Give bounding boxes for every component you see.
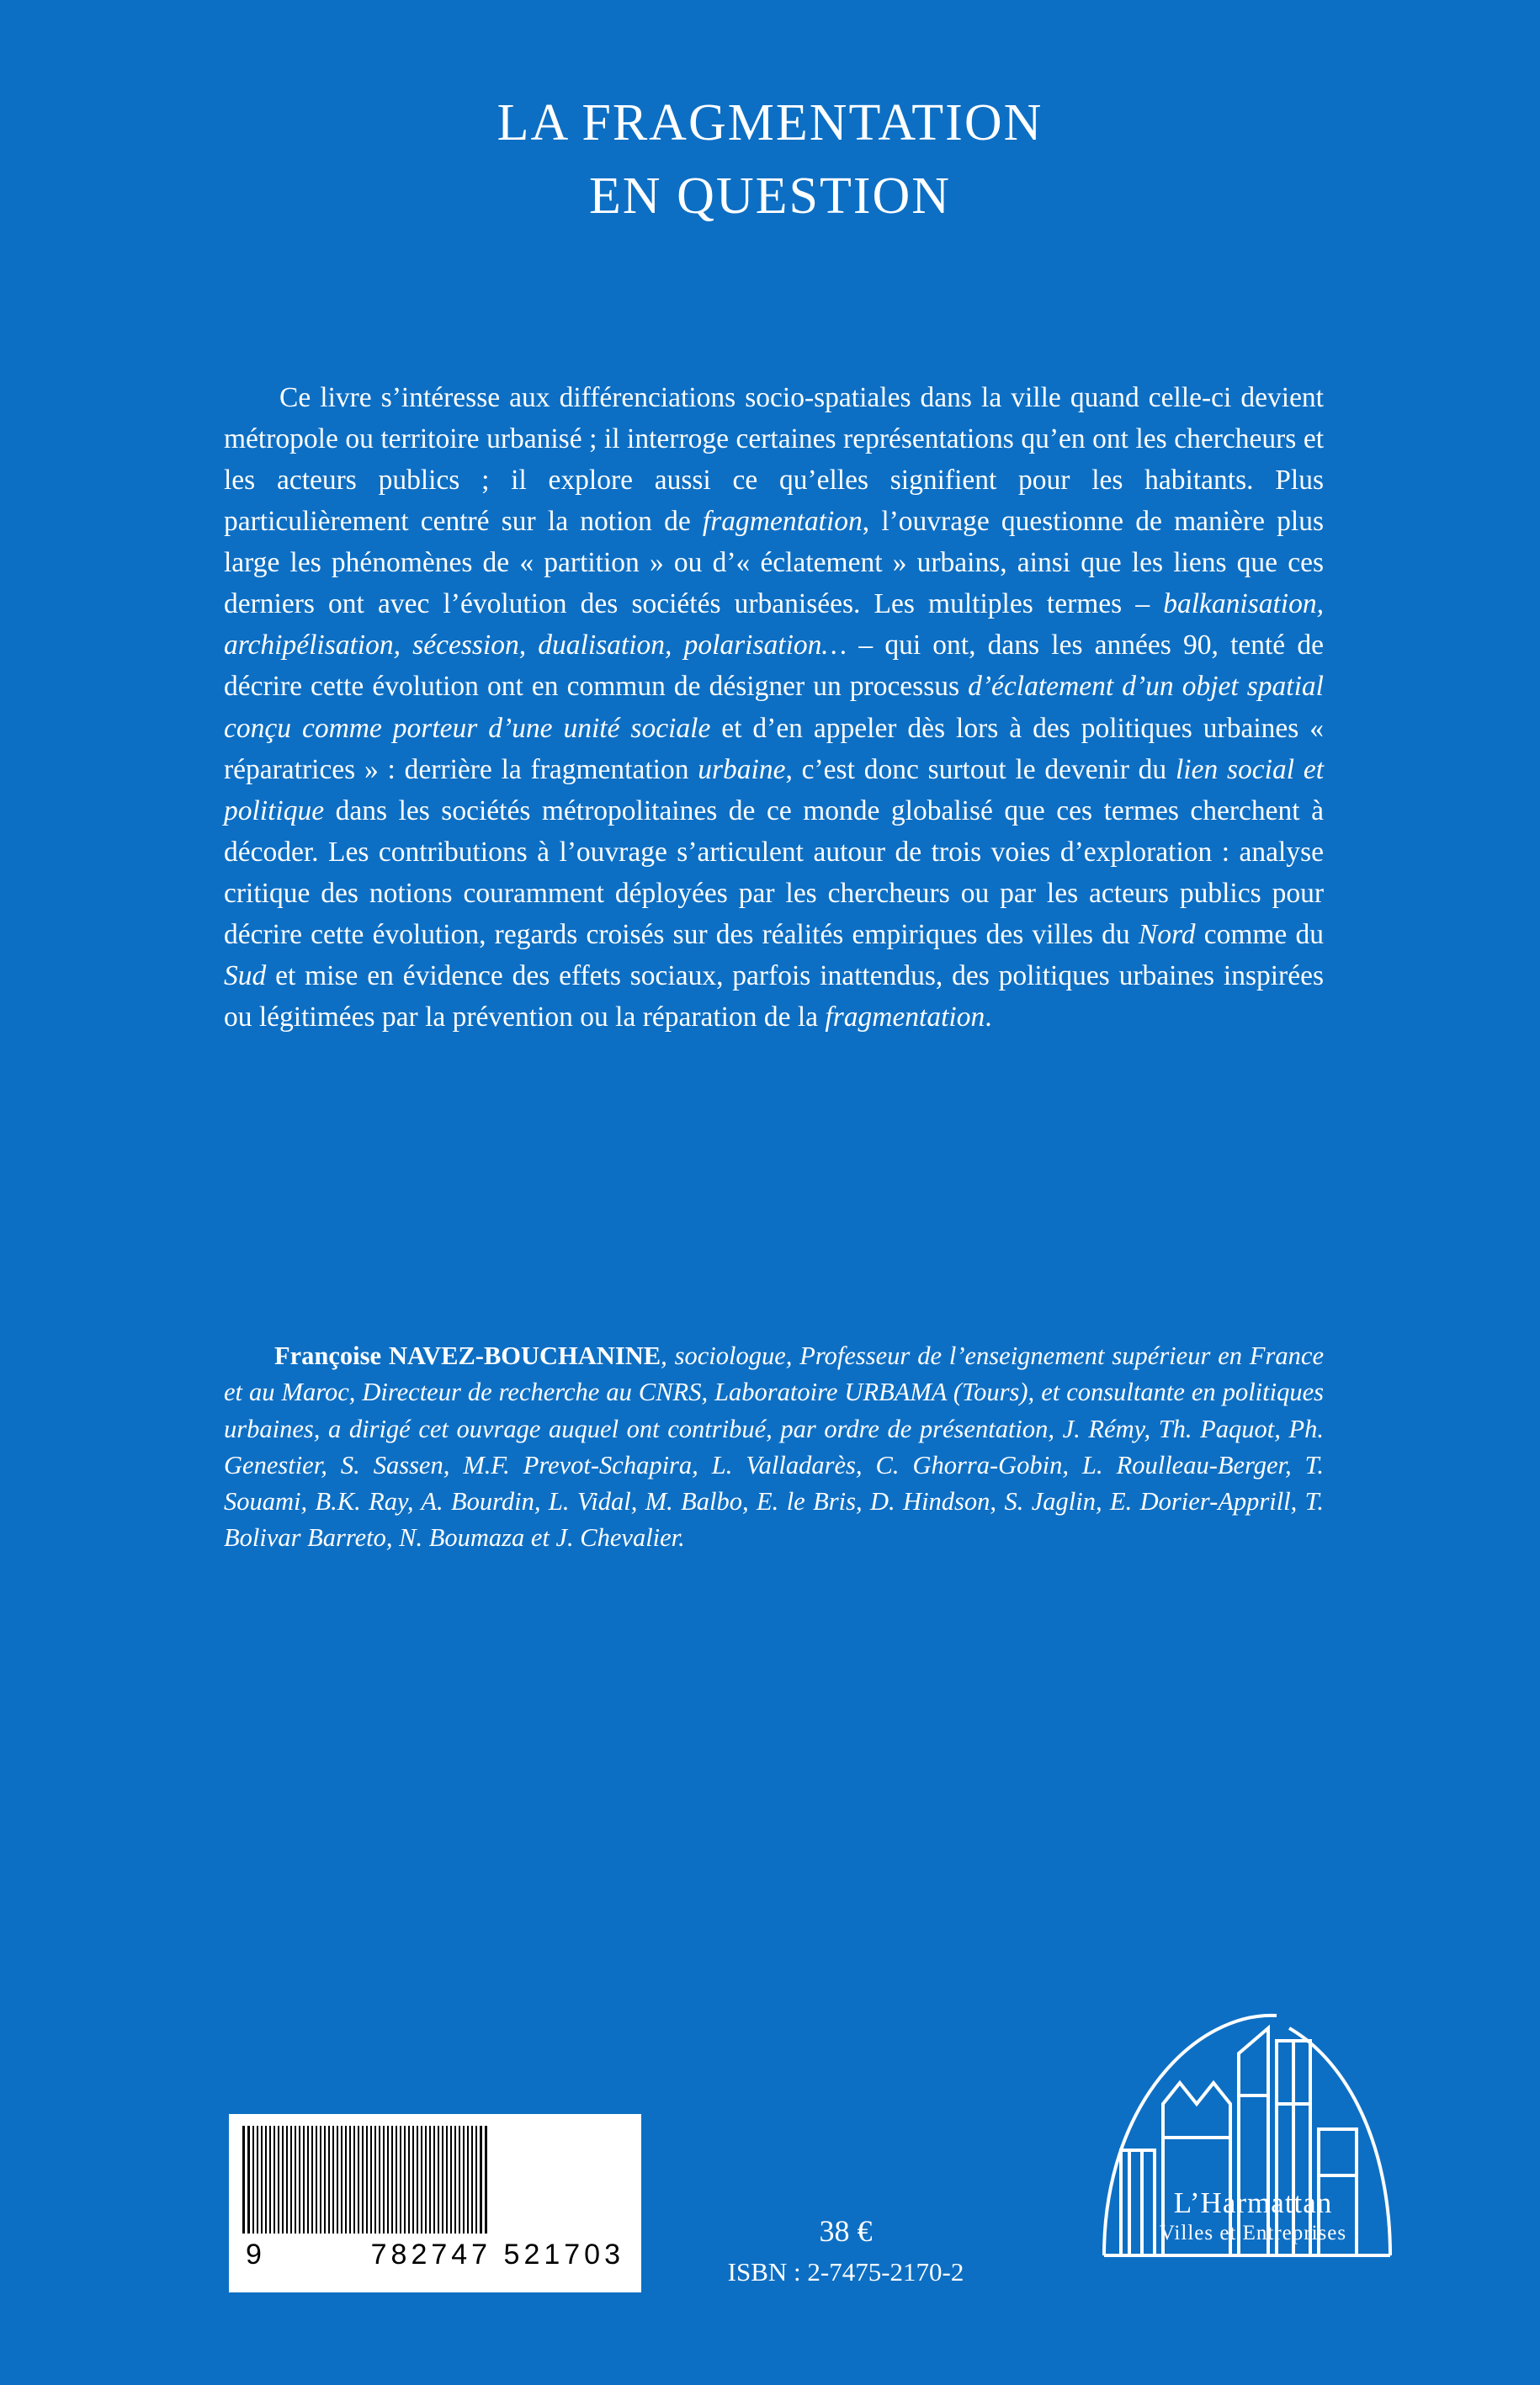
author-biography-paragraph: Françoise NAVEZ-BOUCHANINE, sociologue, Professeur de l’enseignement supérieur en France et au Maroc, Directeur de recherche au CNRS, Laboratoire URBAMA (Tours), et consultante en politiques urbaines, a dirigé cet ouvrage auquel ont contribué, par ordre de présentation, J. Rémy, Th. Paquot, Ph. Genestier, S. Sassen, M.F. Prevot-Schapira, L. Valladarès, C. Ghorra-Gobin, L. Roulleau-Berger, T. Souami, B.K. Ray, A. Bourdin, L. Vidal, M. Balbo, E. le Bris, D. Hindson, S. Jaglin, E. Dorier-Apprill, T. Bolivar Barreto, N. Boumaza et J. Chevalier. [224,1341,1324,1553]
author-biography [224,1338,1324,1557]
barcode [229,2114,641,2292]
publisher-name-line-1: L’Harmattan [1173,2186,1333,2219]
barcode-bars [242,2126,628,2234]
book-description [224,377,1324,1038]
page-title [0,93,1540,227]
barcode-digit-main: 782747 521703 [370,2239,624,2271]
price-label: 38 € [819,2214,873,2248]
isbn-label: ISBN : 2-7475-2170-2 [727,2257,964,2287]
book-description-paragraph: Ce livre s’intéresse aux différenciations socio-spatiales dans la ville quand celle-ci devient métropole ou territoire urbanisé ; il interroge certaines représentations qu’en ont les chercheurs et les acteurs publics ; il explore aussi ce qu’elles signifient pour les habitants. Plus particulièrement centré sur la notion de fragmentation, l’ouvrage questionne de manière plus large les phénomènes de « partition » ou d’« éclatement » urbains, ainsi que les liens que ces derniers ont avec l’évolution des sociétés urbanisées. Les multiples termes – balkanisation, archipélisation, sécession, dualisation, polarisation… – qui ont, dans les années 90, tenté de décrire cette évolution ont en commun de désigner un processus d’éclatement d’un objet spatial conçu comme porteur d’une unité sociale et d’en appeler dès lors à des politiques urbaines « réparatrices » : derrière la fragmentation urbaine, c’est donc surtout le devenir du lien social et politique dans les sociétés métropolitaines de ce monde globalisé que ces termes cherchent à décoder. Les contributions à l’ouvrage s’articulent autour de trois voies d’exploration : analyse critique des notions couramment déployées par les chercheurs ou par les acteurs publics pour décrire cette évolution, regards croisés sur des réalités empiriques des villes du Nord comme du Sud et mise en évidence des effets sociaux, parfois inattendus, des politiques urbaines inspirées ou légitimées par la prévention ou la réparation de la fragmentation. [224,382,1325,1033]
barcode-digits [242,2239,628,2271]
title-line-1: LA FRAGMENTATION [497,94,1043,151]
barcode-digit-lead: 9 [246,2239,262,2271]
publisher-name [1114,2186,1392,2245]
publisher-name-line-2: Villes et Entreprises [1159,2222,1347,2244]
title-line-2: EN QUESTION [588,167,952,226]
